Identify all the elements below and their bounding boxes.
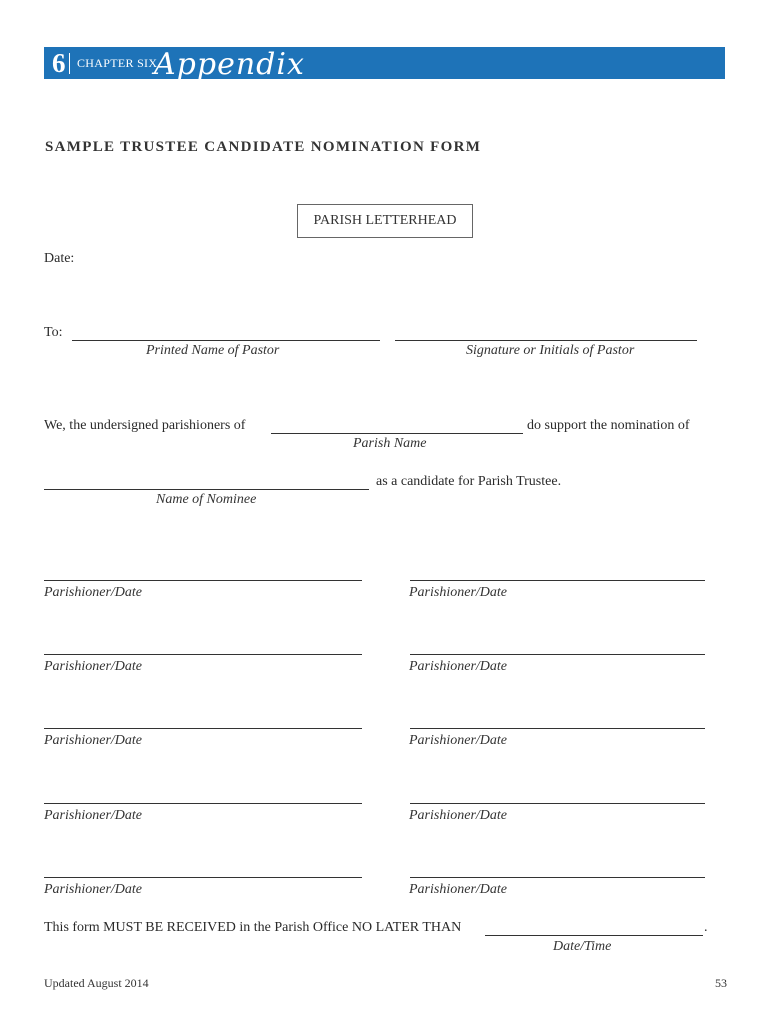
parishioner-caption: Parishioner/Date xyxy=(44,808,142,823)
letterhead-label: PARISH LETTERHEAD xyxy=(313,213,457,228)
parish-name-caption: Parish Name xyxy=(353,436,427,451)
parishioner-caption: Parishioner/Date xyxy=(409,882,507,897)
parishioner-signature-line[interactable] xyxy=(44,803,362,804)
pastor-signature-caption: Signature or Initials of Pastor xyxy=(466,343,635,358)
pastor-name-caption: Printed Name of Pastor xyxy=(146,343,280,358)
chapter-separator xyxy=(69,53,70,74)
section-title: Appendix xyxy=(154,47,305,82)
to-label: To: xyxy=(44,325,63,340)
chapter-number: 6 xyxy=(52,48,66,78)
page-number: 53 xyxy=(715,976,727,990)
pastor-name-line[interactable] xyxy=(72,340,380,341)
chapter-label: CHAPTER SIX xyxy=(77,56,158,70)
parishioner-caption: Parishioner/Date xyxy=(409,585,507,600)
nominee-caption: Name of Nominee xyxy=(156,492,257,507)
footer-updated: Updated August 2014 xyxy=(44,976,149,990)
parishioner-signature-line[interactable] xyxy=(410,728,705,729)
parish-name-line[interactable] xyxy=(271,433,523,434)
parishioner-signature-line[interactable] xyxy=(410,803,705,804)
support-text-after: do support the nomination of xyxy=(527,418,690,433)
deadline-line[interactable] xyxy=(485,935,703,936)
date-label: Date: xyxy=(44,251,75,266)
support-text-before: We, the undersigned parishioners of xyxy=(44,418,246,433)
deadline-text: This form MUST BE RECEIVED in the Parish Office NO LATER THAN xyxy=(44,920,462,935)
parishioner-signature-line[interactable] xyxy=(410,580,705,581)
nominee-name-line[interactable] xyxy=(44,489,369,490)
deadline-period: . xyxy=(704,920,708,935)
parishioner-caption: Parishioner/Date xyxy=(409,659,507,674)
parishioner-signature-line[interactable] xyxy=(44,728,362,729)
letterhead-box xyxy=(297,204,473,238)
parishioner-signature-line[interactable] xyxy=(44,877,362,878)
parishioner-caption: Parishioner/Date xyxy=(44,882,142,897)
form-title: SAMPLE TRUSTEE CANDIDATE NOMINATION FORM xyxy=(45,139,482,155)
pastor-signature-line[interactable] xyxy=(395,340,697,341)
parishioner-caption: Parishioner/Date xyxy=(44,659,142,674)
deadline-caption: Date/Time xyxy=(553,939,612,954)
parishioner-caption: Parishioner/Date xyxy=(44,733,142,748)
parishioner-signature-line[interactable] xyxy=(410,877,705,878)
candidate-text: as a candidate for Parish Trustee. xyxy=(376,474,562,489)
parishioner-caption: Parishioner/Date xyxy=(409,808,507,823)
parishioner-signature-line[interactable] xyxy=(44,654,362,655)
parishioner-caption: Parishioner/Date xyxy=(409,733,507,748)
parishioner-signature-line[interactable] xyxy=(410,654,705,655)
parishioner-signature-line[interactable] xyxy=(44,580,362,581)
parishioner-caption: Parishioner/Date xyxy=(44,585,142,600)
chapter-banner xyxy=(44,47,725,82)
